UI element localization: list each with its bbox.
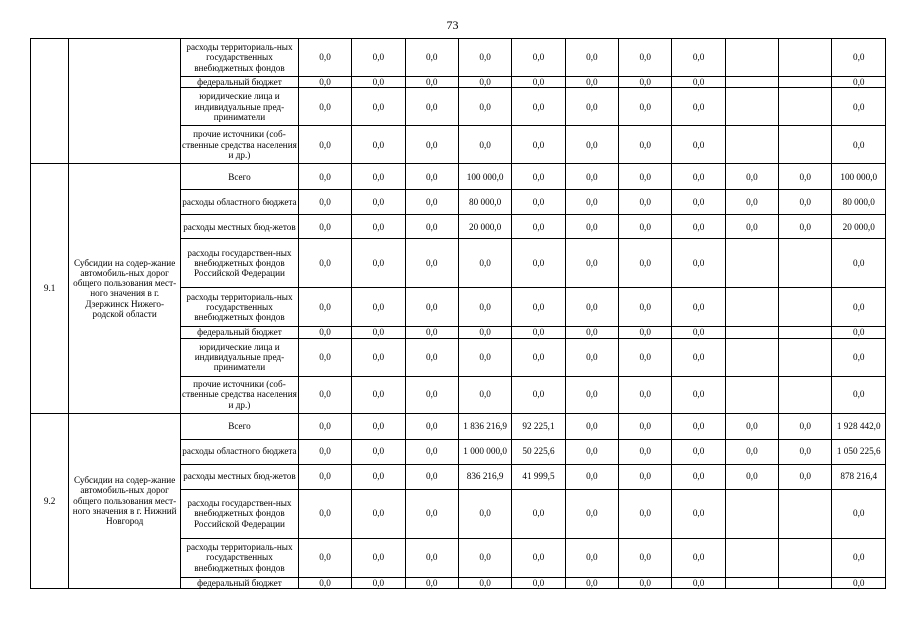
value-cell: 0,0 (512, 190, 565, 215)
value-cell: 0,0 (619, 77, 672, 88)
value-cell: 0,0 (565, 39, 618, 77)
value-cell: 0,0 (779, 190, 832, 215)
value-cell: 0,0 (672, 39, 725, 77)
value-cell: 0,0 (458, 538, 511, 577)
value-cell: 0,0 (672, 126, 725, 164)
value-cell: 0,0 (405, 577, 458, 588)
value-cell: 0,0 (672, 190, 725, 215)
value-cell: 0,0 (565, 489, 618, 538)
value-cell: 0,0 (298, 413, 351, 439)
value-cell: 0,0 (405, 538, 458, 577)
value-cell (779, 126, 832, 164)
table-row (31, 39, 886, 77)
value-cell: 0,0 (619, 239, 672, 288)
value-cell: 0,0 (619, 126, 672, 164)
value-cell: 0,0 (458, 577, 511, 588)
value-cell: 0,0 (458, 39, 511, 77)
value-cell: 0,0 (405, 164, 458, 190)
value-cell: 0,0 (672, 538, 725, 577)
value-cell: 41 999,5 (512, 464, 565, 489)
value-cell: 0,0 (352, 489, 405, 538)
value-cell: 0,0 (458, 288, 511, 327)
value-cell: 0,0 (672, 215, 725, 239)
value-cell: 0,0 (298, 164, 351, 190)
value-cell (725, 126, 778, 164)
value-cell (725, 88, 778, 126)
value-cell (725, 39, 778, 77)
value-cell: 0,0 (832, 338, 886, 376)
funding-source-label: расходы территориаль-ных государственных внебюджетных фондов (181, 39, 299, 77)
value-cell: 0,0 (352, 88, 405, 126)
value-cell: 0,0 (832, 77, 886, 88)
value-cell (725, 338, 778, 376)
value-cell: 0,0 (672, 288, 725, 327)
value-cell: 0,0 (672, 327, 725, 338)
value-cell: 0,0 (725, 413, 778, 439)
budget-table (30, 38, 886, 589)
value-cell (725, 327, 778, 338)
value-cell: 0,0 (832, 327, 886, 338)
value-cell: 0,0 (298, 338, 351, 376)
value-cell: 0,0 (512, 164, 565, 190)
value-cell: 0,0 (512, 77, 565, 88)
value-cell: 0,0 (725, 164, 778, 190)
value-cell: 0,0 (779, 464, 832, 489)
value-cell: 836 216,9 (458, 464, 511, 489)
value-cell: 0,0 (458, 489, 511, 538)
value-cell: 0,0 (458, 338, 511, 376)
value-cell (779, 88, 832, 126)
value-cell: 0,0 (512, 39, 565, 77)
value-cell: 0,0 (405, 439, 458, 464)
value-cell: 0,0 (405, 327, 458, 338)
value-cell: 0,0 (352, 215, 405, 239)
value-cell: 80 000,0 (458, 190, 511, 215)
value-cell: 0,0 (565, 538, 618, 577)
funding-source-label: прочие источники (соб-ственные средства населения и др.) (181, 126, 299, 164)
value-cell: 0,0 (565, 376, 618, 413)
value-cell: 0,0 (512, 338, 565, 376)
value-cell: 0,0 (352, 126, 405, 164)
value-cell: 1 050 225,6 (832, 439, 886, 464)
value-cell: 0,0 (832, 126, 886, 164)
value-cell: 0,0 (565, 164, 618, 190)
value-cell (725, 577, 778, 588)
funding-source-label: расходы государствен-ных внебюджетных фондов Российской Федерации (181, 489, 299, 538)
value-cell: 0,0 (298, 439, 351, 464)
value-cell: 0,0 (672, 577, 725, 588)
value-cell: 0,0 (779, 413, 832, 439)
value-cell: 0,0 (352, 439, 405, 464)
value-cell: 0,0 (405, 489, 458, 538)
value-cell: 92 225,1 (512, 413, 565, 439)
value-cell: 0,0 (405, 288, 458, 327)
value-cell: 0,0 (405, 464, 458, 489)
value-cell (779, 376, 832, 413)
funding-source-label: Всего (181, 413, 299, 439)
value-cell: 0,0 (832, 489, 886, 538)
funding-source-label: расходы территориаль-ных государственных внебюджетных фондов (181, 538, 299, 577)
value-cell: 0,0 (298, 577, 351, 588)
value-cell: 0,0 (565, 413, 618, 439)
value-cell: 0,0 (565, 77, 618, 88)
item-number-cell: 9.2 (31, 413, 69, 588)
value-cell: 0,0 (298, 190, 351, 215)
value-cell: 0,0 (298, 327, 351, 338)
value-cell: 0,0 (352, 39, 405, 77)
value-cell: 1 836 216,9 (458, 413, 511, 439)
value-cell: 0,0 (458, 376, 511, 413)
value-cell: 0,0 (565, 215, 618, 239)
value-cell: 1 000 000,0 (458, 439, 511, 464)
value-cell: 0,0 (405, 190, 458, 215)
value-cell (779, 489, 832, 538)
value-cell (779, 538, 832, 577)
value-cell: 0,0 (725, 215, 778, 239)
value-cell: 0,0 (352, 164, 405, 190)
value-cell (725, 376, 778, 413)
item-number-cell (31, 39, 69, 164)
value-cell: 0,0 (565, 126, 618, 164)
value-cell: 0,0 (672, 464, 725, 489)
value-cell: 0,0 (619, 413, 672, 439)
funding-source-label: расходы местных бюд-жетов (181, 464, 299, 489)
value-cell: 0,0 (512, 215, 565, 239)
value-cell: 0,0 (298, 288, 351, 327)
table-row (31, 413, 886, 439)
funding-source-label: расходы областного бюджета (181, 439, 299, 464)
funding-source-label: Всего (181, 164, 299, 190)
value-cell: 0,0 (405, 39, 458, 77)
value-cell: 0,0 (619, 190, 672, 215)
value-cell: 0,0 (352, 464, 405, 489)
value-cell (779, 39, 832, 77)
value-cell: 0,0 (725, 190, 778, 215)
value-cell: 0,0 (672, 88, 725, 126)
value-cell: 0,0 (405, 413, 458, 439)
value-cell: 20 000,0 (458, 215, 511, 239)
value-cell: 0,0 (405, 88, 458, 126)
value-cell: 0,0 (512, 376, 565, 413)
value-cell: 0,0 (352, 538, 405, 577)
value-cell: 0,0 (672, 489, 725, 538)
value-cell: 0,0 (405, 215, 458, 239)
value-cell: 0,0 (565, 338, 618, 376)
value-cell: 0,0 (352, 77, 405, 88)
value-cell: 0,0 (405, 239, 458, 288)
funding-source-label: расходы местных бюд-жетов (181, 215, 299, 239)
value-cell: 0,0 (298, 126, 351, 164)
value-cell: 0,0 (619, 39, 672, 77)
value-cell: 0,0 (405, 77, 458, 88)
value-cell: 0,0 (832, 376, 886, 413)
value-cell: 0,0 (832, 577, 886, 588)
value-cell: 0,0 (565, 439, 618, 464)
value-cell: 0,0 (405, 338, 458, 376)
value-cell (725, 489, 778, 538)
value-cell: 0,0 (352, 376, 405, 413)
value-cell: 0,0 (672, 413, 725, 439)
page-number: 73 (446, 18, 459, 32)
value-cell: 0,0 (619, 327, 672, 338)
value-cell: 0,0 (725, 464, 778, 489)
value-cell: 0,0 (619, 88, 672, 126)
value-cell: 0,0 (779, 164, 832, 190)
value-cell: 0,0 (832, 239, 886, 288)
value-cell: 0,0 (832, 538, 886, 577)
value-cell: 0,0 (352, 338, 405, 376)
value-cell (725, 288, 778, 327)
value-cell: 0,0 (512, 239, 565, 288)
value-cell (725, 77, 778, 88)
value-cell: 0,0 (672, 239, 725, 288)
value-cell: 0,0 (512, 88, 565, 126)
item-description-cell: Субсидии на содер-жание автомобиль-ных дорог общего пользования мест-ного значения в г. Нижний Новгород (69, 413, 181, 588)
value-cell: 0,0 (298, 239, 351, 288)
value-cell: 0,0 (725, 439, 778, 464)
value-cell: 0,0 (565, 288, 618, 327)
funding-source-label: расходы территориаль-ных государственных внебюджетных фондов (181, 288, 299, 327)
value-cell: 0,0 (565, 327, 618, 338)
value-cell: 0,0 (298, 39, 351, 77)
value-cell: 0,0 (619, 464, 672, 489)
value-cell: 0,0 (352, 577, 405, 588)
value-cell: 0,0 (565, 464, 618, 489)
value-cell: 0,0 (832, 39, 886, 77)
value-cell: 0,0 (672, 376, 725, 413)
value-cell: 0,0 (298, 464, 351, 489)
value-cell: 0,0 (298, 489, 351, 538)
value-cell: 0,0 (832, 288, 886, 327)
value-cell: 0,0 (565, 88, 618, 126)
value-cell: 0,0 (779, 439, 832, 464)
value-cell: 0,0 (298, 538, 351, 577)
value-cell: 0,0 (512, 577, 565, 588)
value-cell: 0,0 (565, 190, 618, 215)
funding-source-label: прочие источники (соб-ственные средства населения и др.) (181, 376, 299, 413)
value-cell (779, 288, 832, 327)
funding-source-label: федеральный бюджет (181, 577, 299, 588)
value-cell: 0,0 (298, 88, 351, 126)
item-number-cell: 9.1 (31, 164, 69, 413)
value-cell: 0,0 (458, 88, 511, 126)
value-cell: 0,0 (512, 489, 565, 538)
value-cell: 0,0 (298, 376, 351, 413)
value-cell: 0,0 (298, 215, 351, 239)
value-cell: 0,0 (405, 126, 458, 164)
value-cell: 0,0 (458, 126, 511, 164)
value-cell: 1 928 442,0 (832, 413, 886, 439)
value-cell: 0,0 (352, 413, 405, 439)
value-cell: 0,0 (619, 439, 672, 464)
item-description-cell: Субсидии на содер-жание автомобиль-ных дорог общего пользования мест-ного значения в г. Дзержинск Нижего-родской области (69, 164, 181, 413)
funding-source-label: юридические лица и индивидуальные пред-приниматели (181, 338, 299, 376)
value-cell (725, 538, 778, 577)
value-cell (779, 77, 832, 88)
value-cell: 0,0 (565, 577, 618, 588)
funding-source-label: федеральный бюджет (181, 327, 299, 338)
value-cell: 0,0 (458, 327, 511, 338)
value-cell: 0,0 (352, 239, 405, 288)
value-cell: 0,0 (512, 288, 565, 327)
value-cell: 0,0 (512, 327, 565, 338)
value-cell: 0,0 (672, 439, 725, 464)
value-cell: 0,0 (458, 77, 511, 88)
value-cell: 0,0 (832, 88, 886, 126)
value-cell: 0,0 (352, 190, 405, 215)
value-cell: 0,0 (619, 538, 672, 577)
value-cell: 50 225,6 (512, 439, 565, 464)
value-cell: 0,0 (512, 126, 565, 164)
value-cell: 0,0 (672, 77, 725, 88)
table-row (31, 164, 886, 190)
value-cell: 0,0 (405, 376, 458, 413)
value-cell: 100 000,0 (458, 164, 511, 190)
value-cell: 0,0 (298, 77, 351, 88)
value-cell (779, 338, 832, 376)
value-cell: 20 000,0 (832, 215, 886, 239)
value-cell: 0,0 (512, 538, 565, 577)
value-cell (725, 239, 778, 288)
value-cell: 0,0 (565, 239, 618, 288)
value-cell: 0,0 (619, 577, 672, 588)
value-cell: 0,0 (672, 164, 725, 190)
funding-source-label: расходы государствен-ных внебюджетных фондов Российской Федерации (181, 239, 299, 288)
value-cell: 0,0 (619, 215, 672, 239)
funding-source-label: юридические лица и индивидуальные пред-приниматели (181, 88, 299, 126)
value-cell (779, 577, 832, 588)
value-cell: 0,0 (619, 164, 672, 190)
value-cell: 0,0 (619, 489, 672, 538)
value-cell: 80 000,0 (832, 190, 886, 215)
value-cell: 0,0 (352, 288, 405, 327)
item-description-cell (69, 39, 181, 164)
value-cell: 0,0 (779, 215, 832, 239)
value-cell: 100 000,0 (832, 164, 886, 190)
value-cell: 0,0 (352, 327, 405, 338)
value-cell: 0,0 (619, 376, 672, 413)
value-cell (779, 327, 832, 338)
funding-source-label: расходы областного бюджета (181, 190, 299, 215)
value-cell: 0,0 (619, 338, 672, 376)
value-cell: 0,0 (619, 288, 672, 327)
value-cell (779, 239, 832, 288)
value-cell: 878 216,4 (832, 464, 886, 489)
value-cell: 0,0 (458, 239, 511, 288)
value-cell: 0,0 (672, 338, 725, 376)
funding-source-label: федеральный бюджет (181, 77, 299, 88)
